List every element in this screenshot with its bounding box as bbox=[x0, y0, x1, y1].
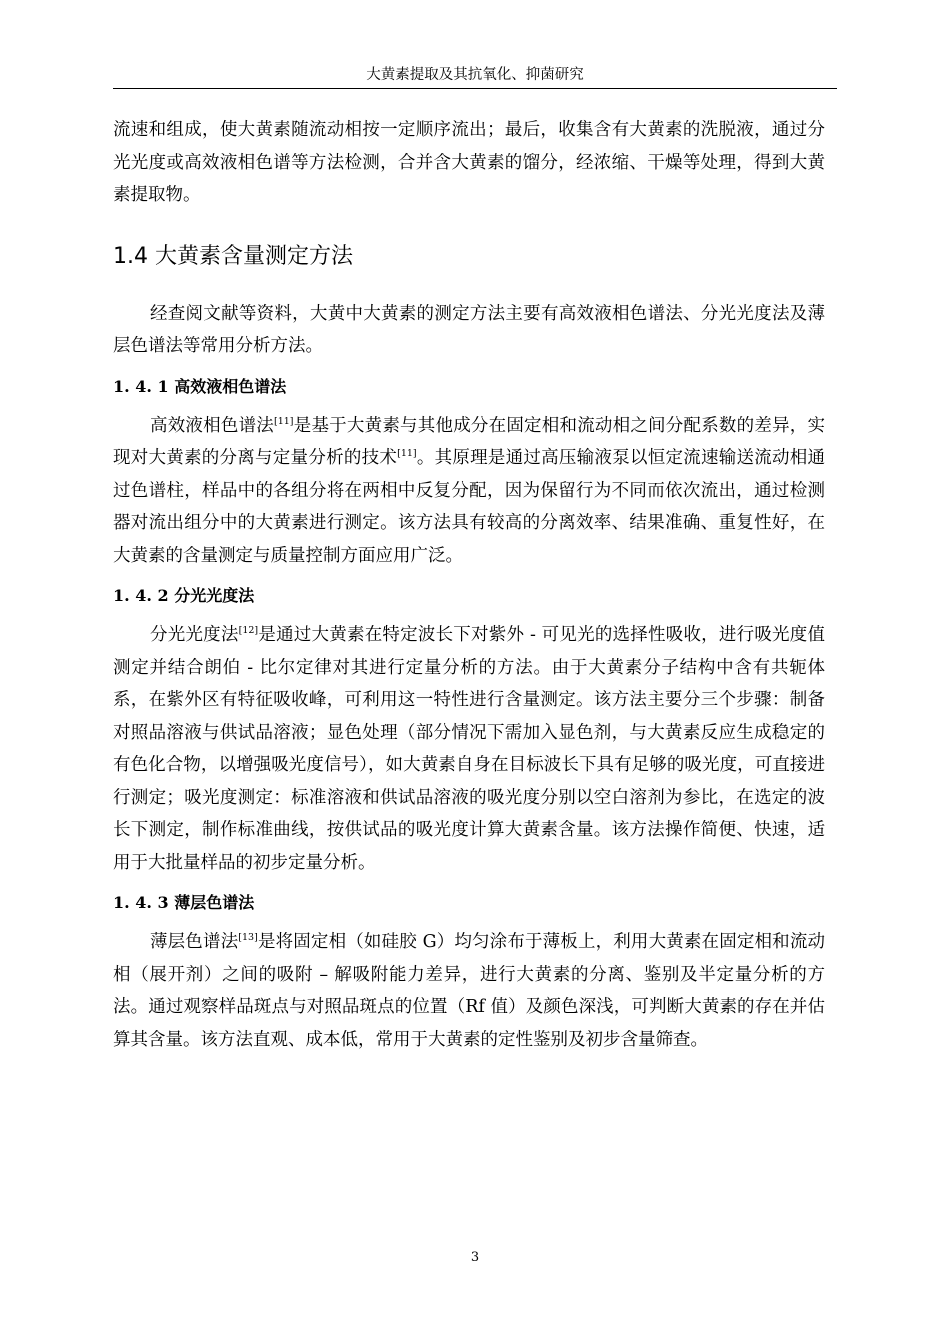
header-rule bbox=[113, 88, 837, 89]
intro-paragraph: 流速和组成，使大黄素随流动相按一定顺序流出；最后，收集含有大黄素的洗脱液，通过分光光度或高效液相色谱等方法检测，合并含大黄素的馏分，经浓缩、干燥等处理，得到大黄素提取物。 bbox=[113, 120, 825, 205]
citation-13: [13] bbox=[238, 932, 258, 944]
tlc-paragraph bbox=[113, 926, 825, 1056]
citation-12: [12] bbox=[238, 625, 259, 637]
subsection-heading-1-4-2: 1. 4. 2 分光光度法 bbox=[113, 586, 255, 605]
subsection-heading-1-4-3: 1. 4. 3 薄层色谱法 bbox=[113, 893, 255, 912]
section-heading-1-4: 1.4 大黄素含量测定方法 bbox=[113, 243, 353, 269]
tlc-text-1: 薄层色谱法 bbox=[150, 932, 239, 952]
page-body bbox=[113, 114, 825, 1056]
hplc-paragraph bbox=[113, 410, 825, 573]
spectro-text-2: 是通过大黄素在特定波长下对紫外 - 可见光的选择性吸收，进行吸光度值测定并结合朗伯 - 比尔定律对其进行定量分析的方法。由于大黄素分子结构中含有共轭体系，在紫外区有特征吸收峰，可利用这一特性进行含量测定。该方法主要分三个步骤：制备对照品溶液与供试品溶液；显色处理（部分情况下需加入显色剂，与大黄素反应生成稳定的有色化合物，以增强吸光度信号），如大黄素自身在目标波长下具有足够的吸光度，可直接进行测定；吸光度测定：标准溶液和供试品溶液的吸光度分别以空白溶剂为参比，在选定的波长下测定，制作标准曲线，按供试品的吸光度计算大黄素含量。该方法操作简便、快速，适用于大批量样品的初步定量分析。 bbox=[113, 625, 826, 873]
spectro-text-1: 分光光度法 bbox=[150, 625, 239, 645]
page-number: 3 bbox=[470, 1250, 480, 1265]
section-1-4-paragraph: 经查阅文献等资料，大黄中大黄素的测定方法主要有高效液相色谱法、分光光度法及薄层色谱法等常用分析方法。 bbox=[113, 303, 825, 356]
running-header: 大黄素提取及其抗氧化、抑菌研究 bbox=[366, 67, 584, 83]
citation-11: [11] bbox=[274, 415, 294, 427]
hplc-text-2: 是基于大黄素与其他成分在固定相和流动相之间分配系数的差异，实现对大黄素的分离与定量分析的技术 bbox=[113, 415, 826, 468]
hplc-text-1: 高效液相色谱法 bbox=[150, 415, 275, 436]
spectrophotometry-paragraph bbox=[113, 619, 825, 879]
hplc-text-3: 。其原理是通过高压输液泵以恒定流速输送流动相通过色谱柱，样品中的各组分将在两相中反复分配，因为保留行为不同而依次流出，通过检测器对流出组分中的大黄素进行测定。该方法具有较高的分离效率、结果准确、重复性好，在大黄素的含量测定与质量控制方面应用广泛。 bbox=[113, 448, 826, 566]
tlc-text-2: 是将固定相（如硅胶 G）均匀涂布于薄板上，利用大黄素在固定相和流动相（展开剂）之间的吸附 – 解吸附能力差异，进行大黄素的分离、鉴别及半定量分析的方法。通过观察样品斑点与对照品斑点的位置（Rf 值）及颜色深浅，可判断大黄素的存在并估算其含量。该方法直观、成本低，常用于大黄素的定性鉴别及初步含量筛查。 bbox=[113, 932, 825, 1050]
subsection-heading-1-4-1: 1. 4. 1 高效液相色谱法 bbox=[113, 376, 287, 396]
citation-11-repeat: [11] bbox=[397, 448, 417, 460]
